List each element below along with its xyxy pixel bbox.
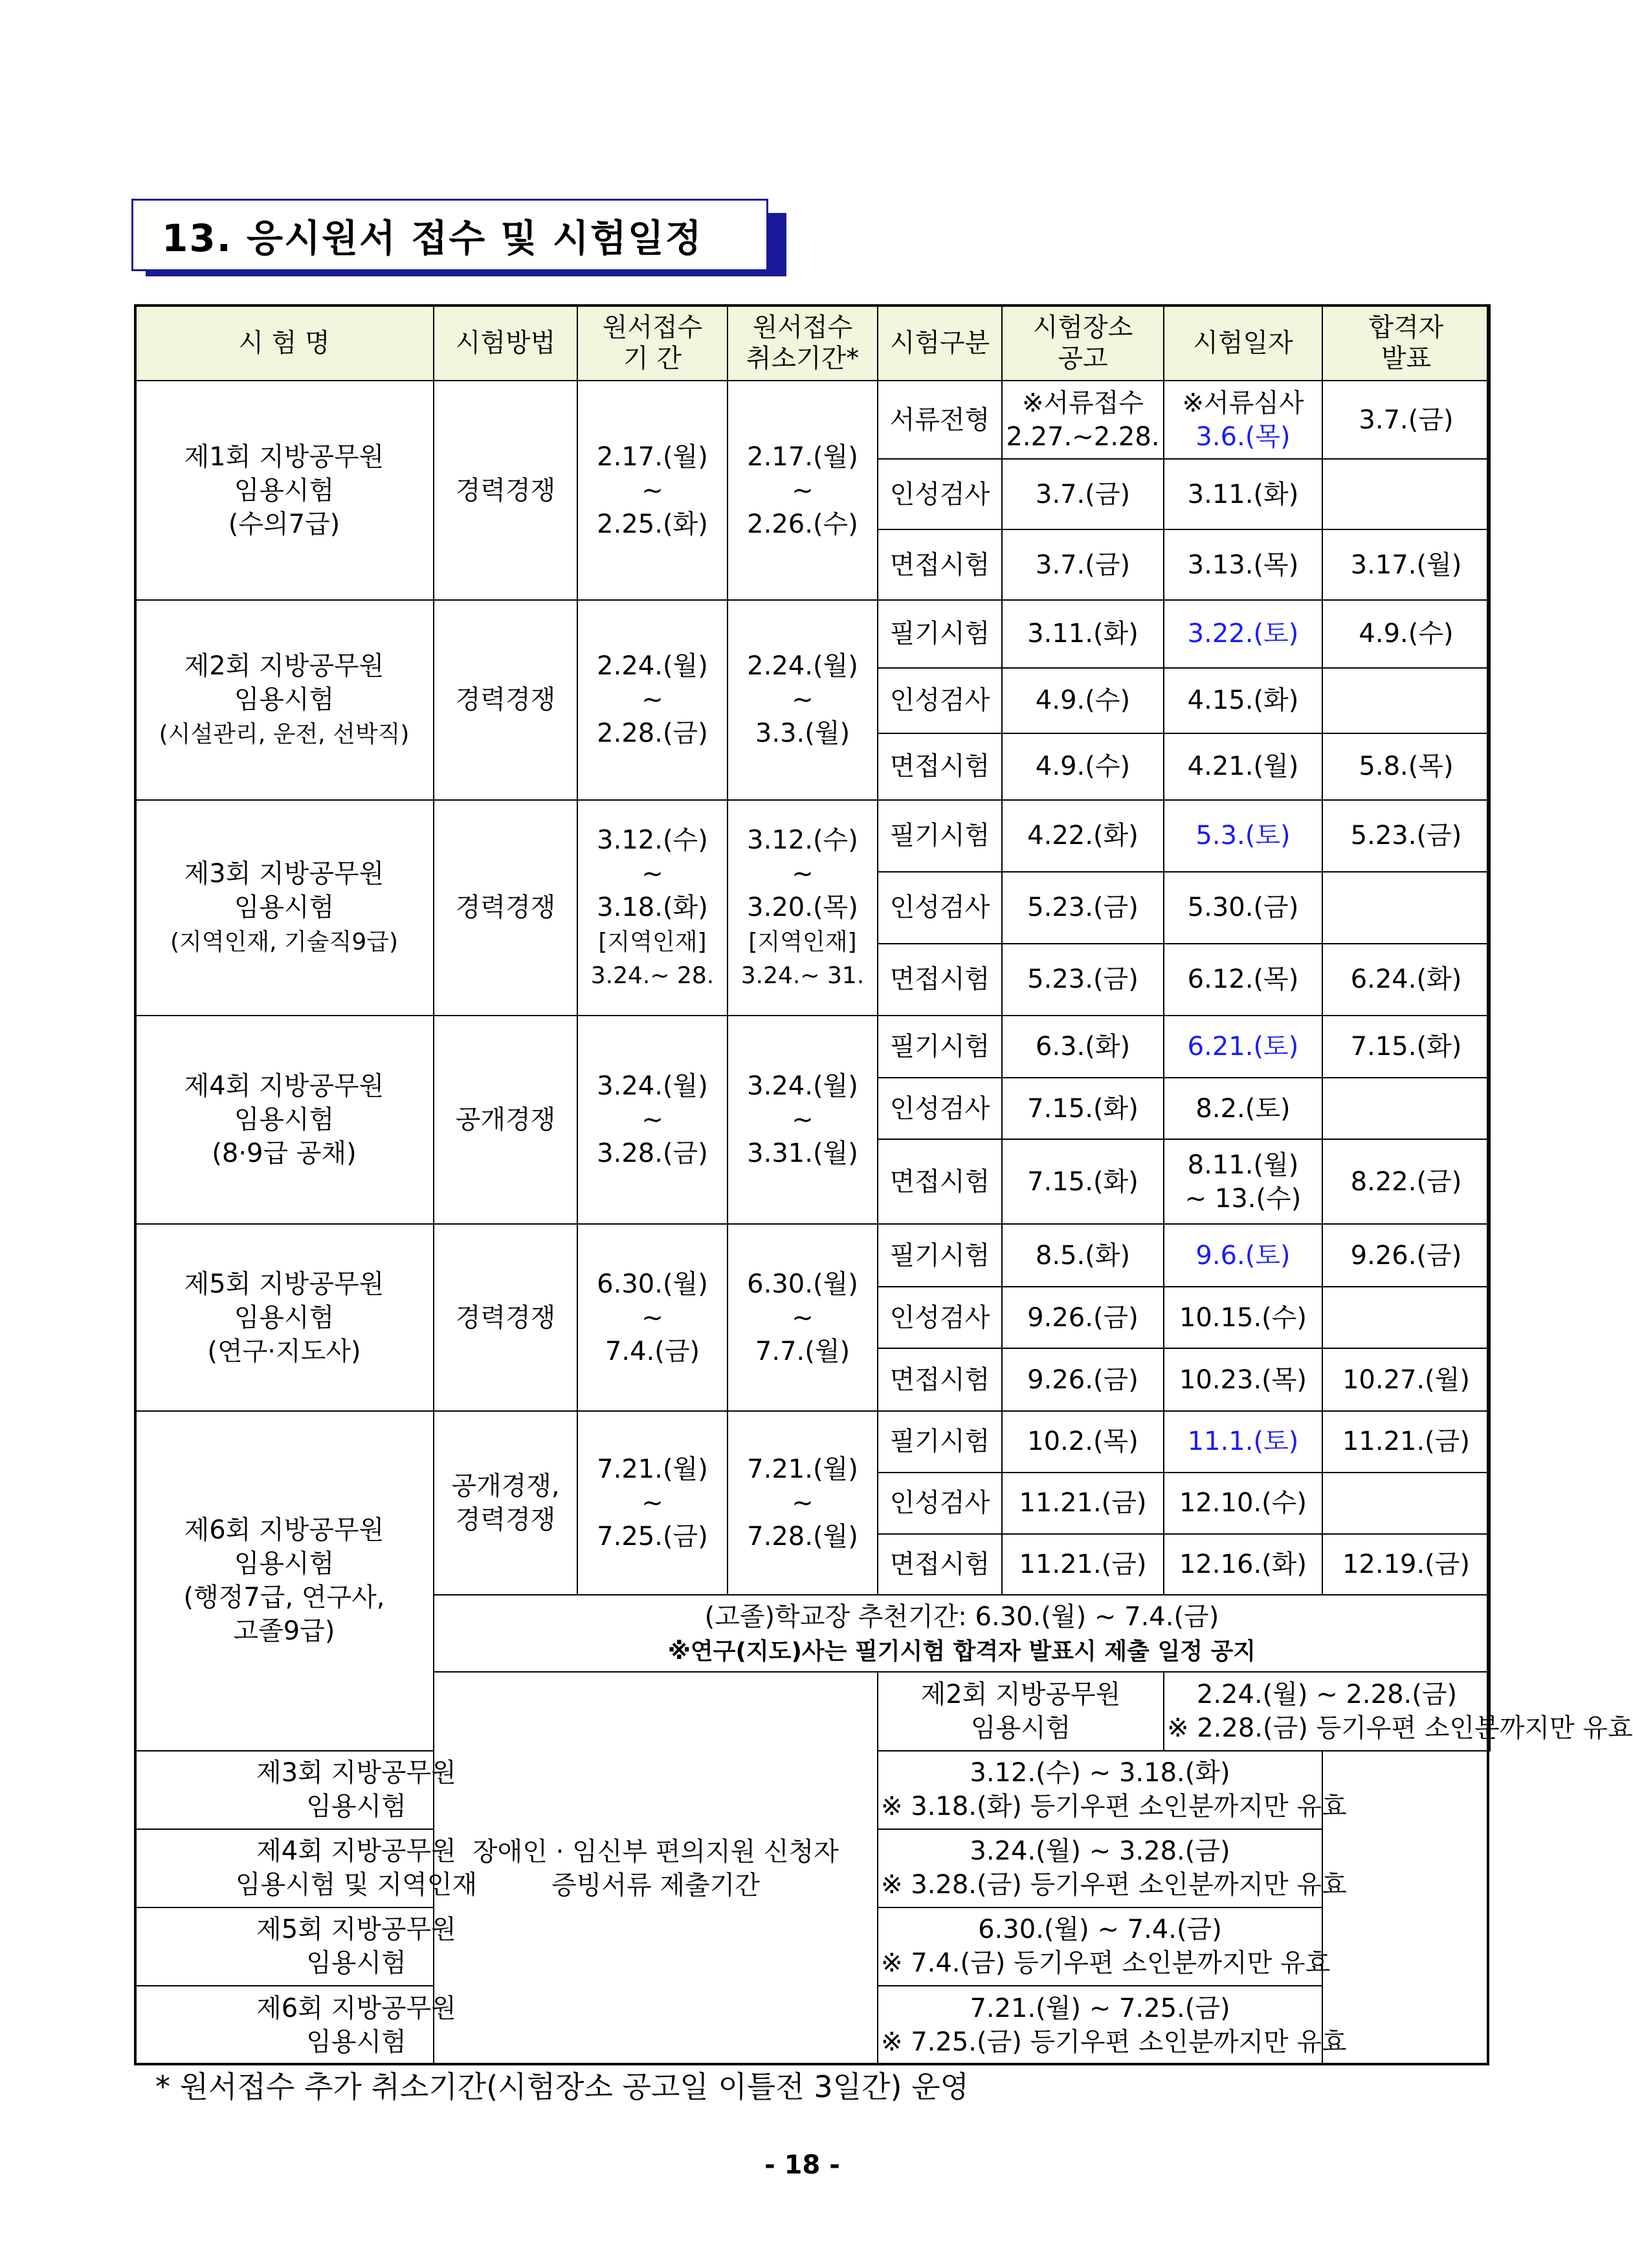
stage-division: 면접시험 — [878, 529, 1002, 600]
exam-date: 6.12.(목) — [1164, 944, 1322, 1016]
venue-notice: 4.9.(수) — [1002, 733, 1164, 800]
pass-announce — [1322, 872, 1490, 944]
exam-date: 4.21.(월) — [1164, 733, 1322, 800]
venue-notice: 5.23.(금) — [1002, 872, 1164, 944]
venue-notice: 11.21.(금) — [1002, 1473, 1164, 1534]
support-label: 장애인 · 임신부 편의지원 신청자 증빙서류 제출기간 — [434, 1672, 878, 2065]
exam-date: 4.15.(화) — [1164, 668, 1322, 733]
header-venue: 시험장소 공고 — [1002, 305, 1164, 381]
pass-announce: 6.24.(화) — [1322, 944, 1490, 1016]
cancel-period: 3.24.(월) ~ 3.31.(월) — [728, 1016, 878, 1225]
exam-method: 경력경쟁 — [434, 381, 577, 600]
stage-division: 필기시험 — [878, 1016, 1002, 1078]
cancel-period: 2.24.(월) ~ 3.3.(월) — [728, 600, 878, 800]
pass-announce — [1322, 459, 1490, 529]
pass-announce: 8.22.(금) — [1322, 1139, 1490, 1224]
pass-announce: 3.17.(월) — [1322, 529, 1490, 600]
cancel-period: 2.17.(월) ~ 2.26.(수) — [728, 381, 878, 600]
stage-division: 인성검사 — [878, 872, 1002, 944]
exam-name: 제4회 지방공무원 임용시험 (8·9급 공채) — [135, 1016, 434, 1225]
exam-date: 3.13.(목) — [1164, 529, 1322, 600]
support-exam: 제4회 지방공무원 임용시험 및 지역인재 — [135, 1829, 577, 1907]
section-title-box — [131, 199, 786, 276]
stage-division: 필기시험 — [878, 1411, 1002, 1473]
header-date: 시험일자 — [1164, 305, 1322, 381]
table-row — [135, 1224, 1490, 1287]
support-period: 6.30.(월) ~ 7.4.(금) ※ 7.4.(금) 등기우편 소인분까지만 유효 — [878, 1907, 1322, 1986]
apply-period: 3.24.(월) ~ 3.28.(금) — [577, 1016, 728, 1225]
venue-notice: 9.26.(금) — [1002, 1348, 1164, 1411]
exam-date: 6.21.(토) — [1164, 1016, 1322, 1078]
stage-division: 면접시험 — [878, 1534, 1002, 1595]
exam-name: 제6회 지방공무원 임용시험 (행정7급, 연구사, 고졸9급) — [135, 1411, 434, 1751]
apply-period: 7.21.(월) ~ 7.25.(금) — [577, 1411, 728, 1595]
venue-notice: 6.3.(화) — [1002, 1016, 1164, 1078]
support-period: 2.24.(월) ~ 2.28.(금) ※ 2.28.(금) 등기우편 소인분까지만 유효 — [1164, 1672, 1490, 1750]
exam-date: 5.3.(토) — [1164, 800, 1322, 872]
header-division: 시험구분 — [878, 305, 1002, 381]
exam-schedule-table — [134, 304, 1633, 2065]
venue-notice: 3.7.(금) — [1002, 459, 1164, 529]
pass-announce: 11.21.(금) — [1322, 1411, 1490, 1473]
exam-date: 9.6.(토) — [1164, 1224, 1322, 1287]
support-period: 7.21.(월) ~ 7.25.(금) ※ 7.25.(금) 등기우편 소인분까지만 유효 — [878, 1986, 1322, 2065]
page-number: - 18 - — [764, 2150, 840, 2180]
exam-method: 경력경쟁 — [434, 600, 577, 800]
exam-method: 공개경쟁 — [434, 1016, 577, 1225]
stage-division: 인성검사 — [878, 459, 1002, 529]
venue-notice: 4.22.(화) — [1002, 800, 1164, 872]
venue-notice: 11.21.(금) — [1002, 1534, 1164, 1595]
cancel-period: 3.12.(수) ~ 3.20.(목) [지역인재] 3.24.~ 31. — [728, 800, 878, 1016]
exam-date: 3.22.(토) — [1164, 600, 1322, 668]
pass-announce — [1322, 1473, 1490, 1534]
venue-notice: 9.26.(금) — [1002, 1287, 1164, 1348]
venue-notice: 8.5.(화) — [1002, 1224, 1164, 1287]
pass-announce — [1322, 1287, 1490, 1348]
pass-announce — [1322, 668, 1490, 733]
section-title: 13. 응시원서 접수 및 시험일정 — [162, 216, 703, 260]
exam-date: 8.11.(월) ~ 13.(수) — [1164, 1139, 1322, 1224]
apply-period: 3.12.(수) ~ 3.18.(화) [지역인재] 3.24.~ 28. — [577, 800, 728, 1016]
exam6-notes: (고졸)학교장 추천기간: 6.30.(월) ~ 7.4.(금) ※연구(지도)사는 필기시험 합격자 발표시 제출 일정 공지 — [434, 1595, 1490, 1672]
pass-announce — [1322, 1078, 1490, 1139]
cancel-period: 6.30.(월) ~ 7.7.(월) — [728, 1224, 878, 1411]
stage-division: 면접시험 — [878, 944, 1002, 1016]
support-exam: 제5회 지방공무원 임용시험 — [135, 1907, 577, 1986]
pass-announce: 10.27.(월) — [1322, 1348, 1490, 1411]
table-row — [135, 1016, 1490, 1078]
pass-announce: 12.19.(금) — [1322, 1534, 1490, 1595]
stage-division: 필기시험 — [878, 600, 1002, 668]
table-row — [135, 600, 1490, 668]
stage-division: 면접시험 — [878, 733, 1002, 800]
pass-announce: 3.7.(금) — [1322, 381, 1490, 459]
exam-name: 제1회 지방공무원 임용시험 (수의7급) — [135, 381, 434, 600]
exam-date: 3.11.(화) — [1164, 459, 1322, 529]
support-exam: 제3회 지방공무원 임용시험 — [135, 1751, 577, 1829]
venue-notice: 5.23.(금) — [1002, 944, 1164, 1016]
table-header-row — [135, 305, 1490, 381]
exam-date: 12.16.(화) — [1164, 1534, 1322, 1595]
cancel-period: 7.21.(월) ~ 7.28.(월) — [728, 1411, 878, 1595]
venue-notice: 10.2.(목) — [1002, 1411, 1164, 1473]
table-row — [135, 381, 1490, 459]
pass-announce: 5.8.(목) — [1322, 733, 1490, 800]
footnote: * 원서접수 추가 취소기간(시험장소 공고일 이틀전 3일간) 운영 — [155, 2069, 969, 2104]
exam-method: 경력경쟁 — [434, 800, 577, 1016]
venue-notice: 7.15.(화) — [1002, 1078, 1164, 1139]
exam-date: 5.30.(금) — [1164, 872, 1322, 944]
support-exam: 제6회 지방공무원 임용시험 — [135, 1986, 577, 2065]
exam-name: 제2회 지방공무원 임용시험 (시설관리, 운전, 선박직) — [135, 600, 434, 800]
pass-announce: 9.26.(금) — [1322, 1224, 1490, 1287]
apply-period: 2.24.(월) ~ 2.28.(금) — [577, 600, 728, 800]
stage-division: 인성검사 — [878, 1287, 1002, 1348]
venue-notice: 7.15.(화) — [1002, 1139, 1164, 1224]
venue-notice: ※서류접수 2.27.~2.28. — [1002, 381, 1164, 459]
support-period: 3.24.(월) ~ 3.28.(금) ※ 3.28.(금) 등기우편 소인분까지만 유효 — [878, 1829, 1322, 1907]
stage-division: 인성검사 — [878, 1078, 1002, 1139]
stage-division: 서류전형 — [878, 381, 1002, 459]
pass-announce: 4.9.(수) — [1322, 600, 1490, 668]
header-pass: 합격자 발표 — [1322, 305, 1490, 381]
pass-announce: 7.15.(화) — [1322, 1016, 1490, 1078]
venue-notice: 3.7.(금) — [1002, 529, 1164, 600]
exam-method: 공개경쟁, 경력경쟁 — [434, 1411, 577, 1595]
venue-notice: 3.11.(화) — [1002, 600, 1164, 668]
stage-division: 인성검사 — [878, 1473, 1002, 1534]
header-method: 시험방법 — [434, 305, 577, 381]
stage-division: 면접시험 — [878, 1139, 1002, 1224]
header-name: 시 험 명 — [135, 305, 434, 381]
stage-division: 인성검사 — [878, 668, 1002, 733]
stage-division: 면접시험 — [878, 1348, 1002, 1411]
exam-name: 제5회 지방공무원 임용시험 (연구·지도사) — [135, 1224, 434, 1411]
title-frame — [131, 199, 768, 271]
support-exam: 제2회 지방공무원 임용시험 — [878, 1672, 1164, 1750]
apply-period: 2.17.(월) ~ 2.25.(화) — [577, 381, 728, 600]
table-row — [135, 1411, 1490, 1473]
table-row — [135, 800, 1490, 872]
exam-date: 12.10.(수) — [1164, 1473, 1322, 1534]
exam-date: ※서류심사 3.6.(목) — [1164, 381, 1322, 459]
stage-division: 필기시험 — [878, 800, 1002, 872]
stage-division: 필기시험 — [878, 1224, 1002, 1287]
support-period: 3.12.(수) ~ 3.18.(화) ※ 3.18.(화) 등기우편 소인분까지만 유효 — [878, 1751, 1322, 1829]
header-apply: 원서접수 기 간 — [577, 305, 728, 381]
apply-period: 6.30.(월) ~ 7.4.(금) — [577, 1224, 728, 1411]
exam-name: 제3회 지방공무원 임용시험 (지역인재, 기술직9급) — [135, 800, 434, 1016]
exam-method: 경력경쟁 — [434, 1224, 577, 1411]
exam-date: 8.2.(토) — [1164, 1078, 1322, 1139]
venue-notice: 4.9.(수) — [1002, 668, 1164, 733]
exam-date: 10.23.(목) — [1164, 1348, 1322, 1411]
exam-date: 10.15.(수) — [1164, 1287, 1322, 1348]
pass-announce: 5.23.(금) — [1322, 800, 1490, 872]
exam-date: 11.1.(토) — [1164, 1411, 1322, 1473]
header-cancel: 원서접수 취소기간* — [728, 305, 878, 381]
